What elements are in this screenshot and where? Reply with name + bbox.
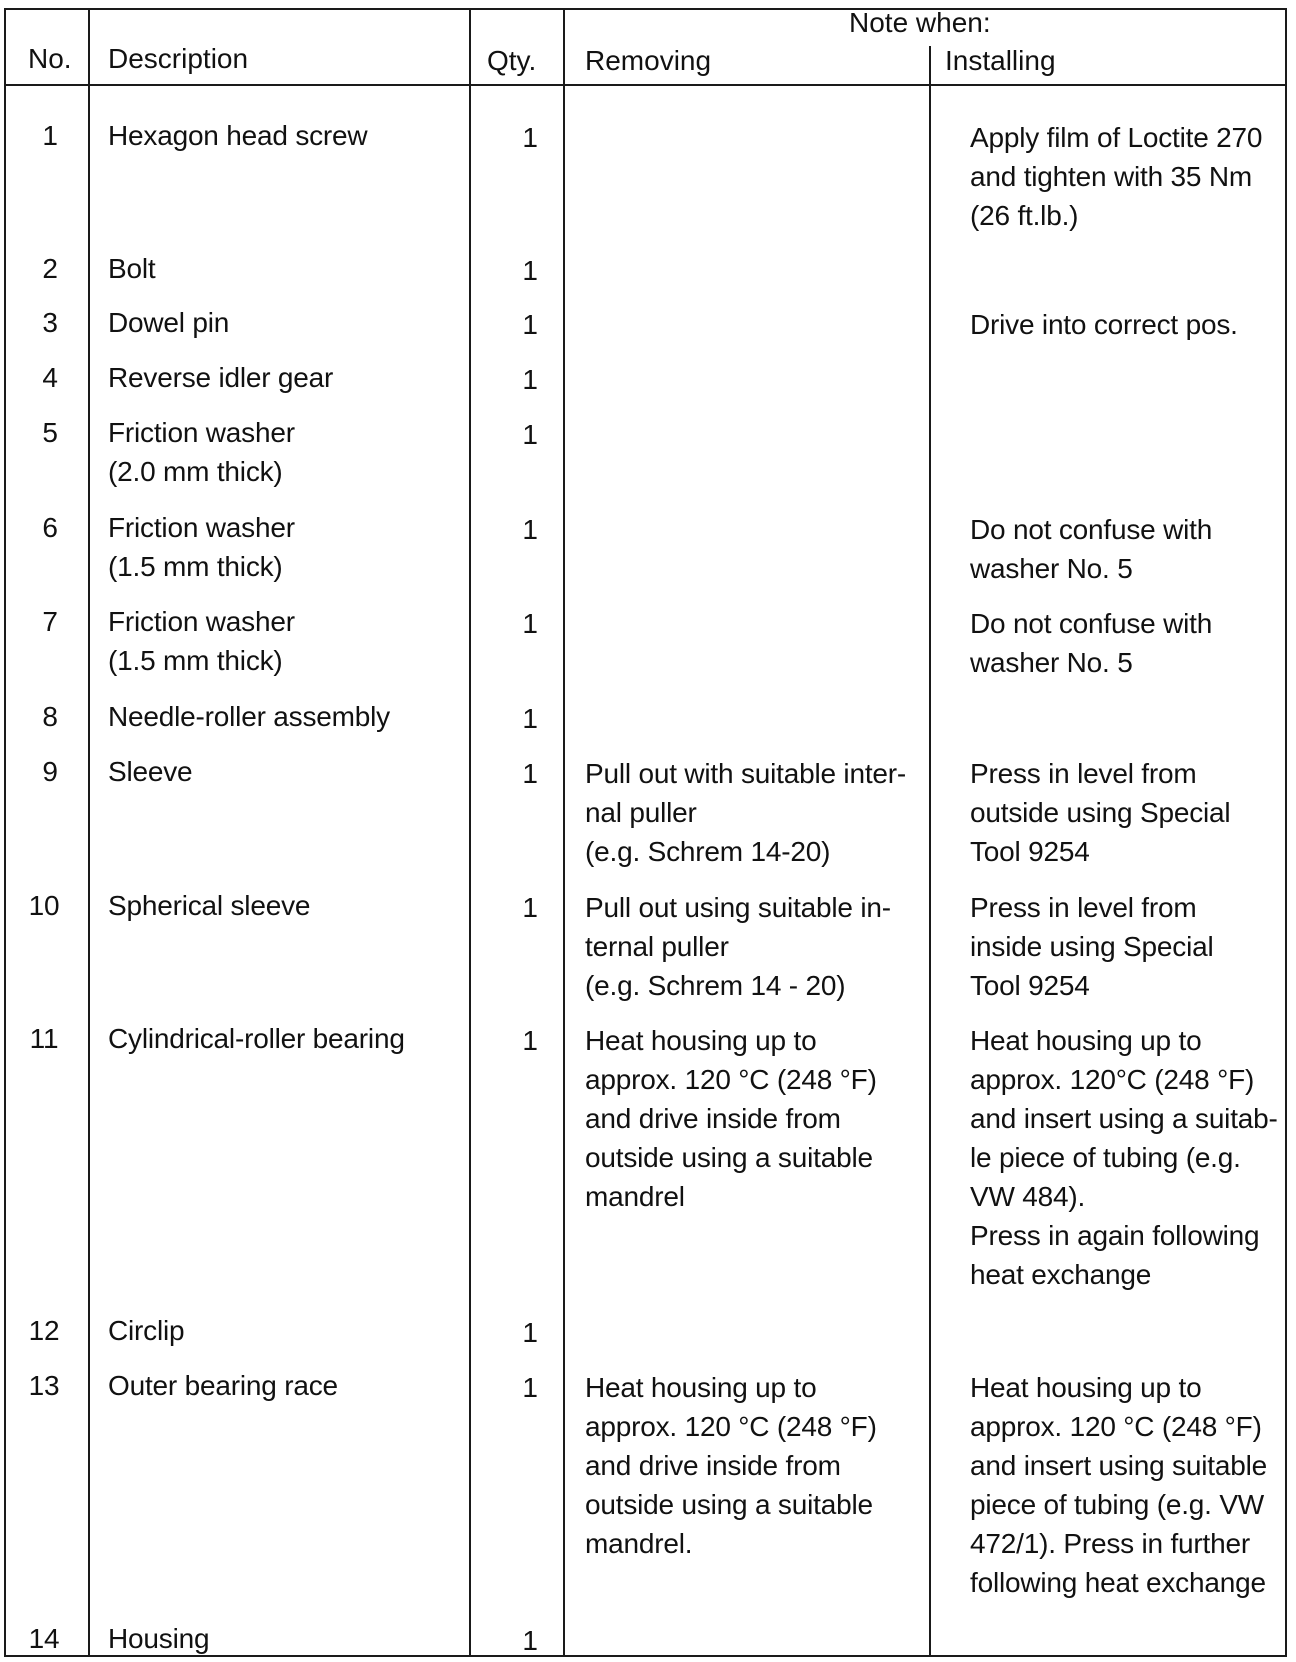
row-11-installing: Heat housing up to approx. 120°C (248 °F) and insert using a suitab- le piece of tubing (e.g. VW 484). Press in again following heat exchange	[970, 1025, 1278, 1290]
row-1-qty: 1	[522, 122, 538, 153]
row-9-description: Sleeve	[108, 756, 193, 787]
row-10-removing: Pull out using suitable in- ternal puller (e.g. Schrem 14 - 20)	[585, 892, 891, 1001]
row-14-qty: 1	[522, 1625, 538, 1656]
row-1-no: 1	[42, 120, 58, 151]
row-13-description: Outer bearing race	[108, 1370, 338, 1401]
row-11-no: 11	[29, 1023, 59, 1054]
header-no: No.	[28, 43, 72, 74]
row-8-qty: 1	[522, 703, 538, 734]
header-qty: Qty.	[487, 45, 537, 76]
column-divider-description	[469, 8, 471, 1657]
header-description: Description	[108, 43, 249, 74]
column-divider-qty	[563, 8, 565, 1657]
column-divider-no	[88, 8, 90, 1657]
table-right-border	[1285, 8, 1287, 1657]
row-1-description: Hexagon head screw	[108, 120, 368, 151]
row-6-qty: 1	[522, 514, 538, 545]
table-top-border	[4, 8, 1287, 10]
row-10-qty: 1	[522, 892, 538, 923]
row-11-description: Cylindrical-roller bearing	[108, 1023, 405, 1054]
row-3-description: Dowel pin	[108, 307, 230, 338]
row-11-removing: Heat housing up to approx. 120 °C (248 °F) and drive inside from outside using a suitable mandrel	[585, 1025, 877, 1212]
row-13-no: 13	[28, 1370, 60, 1401]
row-12-no: 12	[28, 1315, 60, 1346]
row-4-no: 4	[42, 362, 58, 393]
row-12-description: Circlip	[108, 1315, 185, 1346]
row-6-no: 6	[42, 512, 58, 543]
row-4-description: Reverse idler gear	[108, 362, 334, 393]
row-9-installing: Press in level from outside using Special Tool 9254	[970, 758, 1231, 867]
row-3-installing: Drive into correct pos.	[970, 309, 1238, 340]
row-4-qty: 1	[522, 364, 538, 395]
row-2-qty: 1	[522, 255, 538, 286]
row-13-removing: Heat housing up to approx. 120 °C (248 °F) and drive inside from outside using a suitable mandrel.	[585, 1372, 877, 1559]
row-5-description: Friction washer (2.0 mm thick)	[108, 417, 295, 487]
header-removing: Removing	[585, 45, 712, 76]
row-7-installing: Do not confuse with washer No. 5	[970, 608, 1213, 678]
row-14-description: Housing	[108, 1623, 210, 1654]
row-13-qty: 1	[522, 1372, 538, 1403]
row-6-installing: Do not confuse with washer No. 5	[970, 514, 1213, 584]
header-installing: Installing	[945, 45, 1056, 76]
header-note-when: Note when:	[849, 7, 991, 38]
row-10-description: Spherical sleeve	[108, 890, 311, 921]
row-9-removing: Pull out with suitable inter- nal puller (e.g. Schrem 14-20)	[585, 758, 907, 867]
row-3-qty: 1	[522, 309, 538, 340]
row-13-installing: Heat housing up to approx. 120 °C (248 °F) and insert using suitable piece of tubing (e.g. VW 472/1). Press in further following heat exchange	[970, 1372, 1267, 1598]
row-8-no: 8	[42, 701, 58, 732]
row-14-no: 14	[28, 1623, 60, 1654]
row-5-qty: 1	[522, 419, 538, 450]
row-10-installing: Press in level from inside using Special Tool 9254	[970, 892, 1214, 1001]
row-12-qty: 1	[522, 1317, 538, 1348]
row-7-no: 7	[42, 606, 58, 637]
row-3-no: 3	[42, 307, 58, 338]
row-2-description: Bolt	[108, 253, 156, 284]
row-2-no: 2	[42, 253, 58, 284]
column-divider-removing	[929, 46, 931, 1657]
row-7-qty: 1	[522, 608, 538, 639]
row-10-no: 10	[28, 890, 60, 921]
row-8-description: Needle-roller assembly	[108, 701, 390, 732]
row-9-qty: 1	[522, 758, 538, 789]
row-1-installing: Apply film of Loctite 270 and tighten with 35 Nm (26 ft.lb.)	[970, 122, 1263, 231]
table-left-border	[4, 8, 6, 1657]
row-9-no: 9	[42, 756, 58, 787]
row-6-description: Friction washer (1.5 mm thick)	[108, 512, 295, 582]
row-11-qty: 1	[522, 1025, 538, 1056]
header-bottom-border	[4, 84, 1287, 86]
row-7-description: Friction washer (1.5 mm thick)	[108, 606, 295, 676]
row-5-no: 5	[42, 417, 58, 448]
